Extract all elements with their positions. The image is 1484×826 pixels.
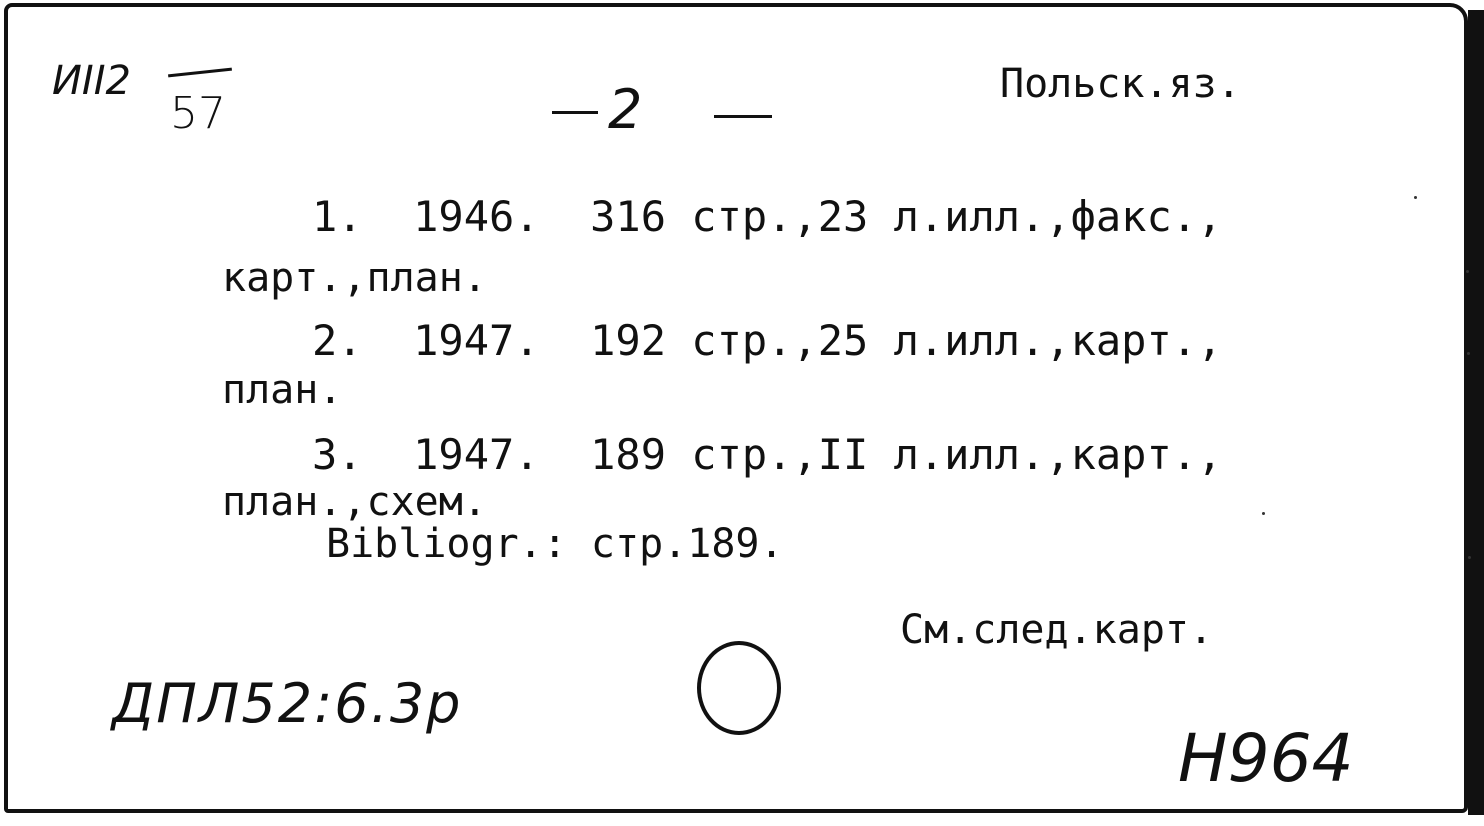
shelf-mark: ДПЛ52:6.3р — [112, 672, 463, 735]
call-number-top: ИII2 — [52, 58, 131, 104]
entry-2-line-2: план. — [222, 367, 343, 413]
scan-speck — [1466, 270, 1469, 273]
bibliography-note: Bibliogr.: стр.189. — [326, 521, 784, 567]
circle-mark — [697, 641, 781, 735]
scan-speck — [1468, 556, 1471, 559]
entry-3-line-1: 3. 1947. 189 стр.,II л.илл.,карт., — [312, 430, 1223, 479]
inventory-number: Н964 — [1178, 720, 1354, 797]
entry-1-line-2: карт.,план. — [222, 255, 487, 301]
page-mark-dash-left — [552, 111, 598, 114]
page-mark-dash-right — [714, 115, 772, 118]
entry-3-line-2: план.,схем. — [222, 479, 487, 525]
page-mark: 2 — [608, 78, 643, 141]
scan-speck — [1262, 512, 1265, 515]
scan-speck — [1467, 352, 1470, 355]
entry-2-line-1: 2. 1947. 192 стр.,25 л.илл.,карт., — [312, 316, 1223, 365]
continuation-note: См.след.карт. — [900, 607, 1214, 653]
entry-1-line-1: 1. 1946. 316 стр.,23 л.илл.,факс., — [312, 192, 1223, 241]
scan-speck — [1414, 196, 1417, 199]
language-label: Польск.яз. — [1000, 61, 1241, 107]
card-edge-shadow — [1468, 10, 1484, 815]
call-number-bottom: 57 — [170, 88, 226, 139]
